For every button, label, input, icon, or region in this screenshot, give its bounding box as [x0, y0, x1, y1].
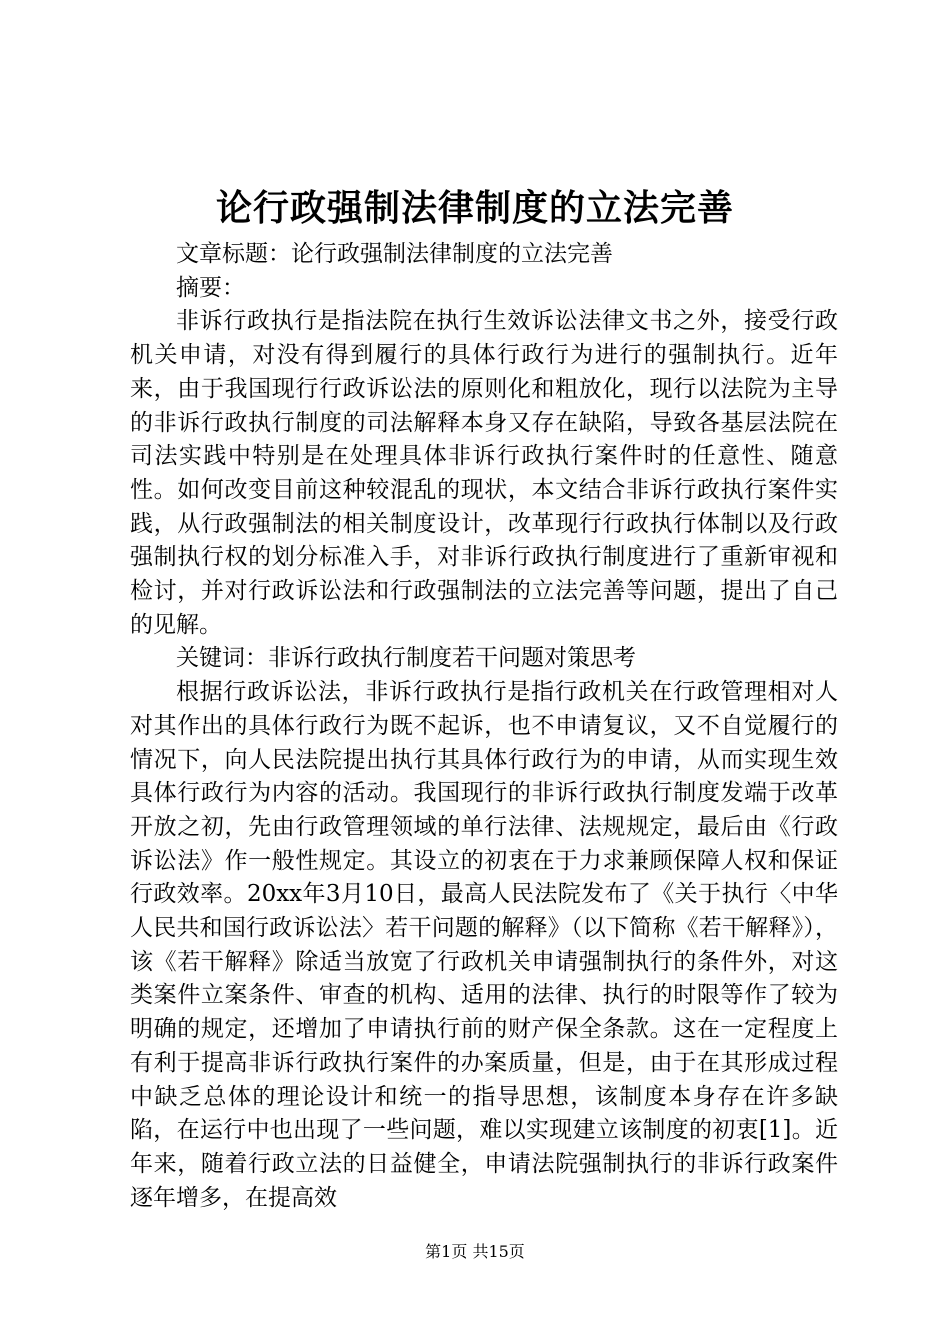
abstract-label: 摘要：	[176, 274, 245, 301]
article-title-line: 文章标题：论行政强制法律制度的立法完善	[176, 241, 613, 267]
page-footer: 第1页 共15页	[425, 1242, 525, 1261]
abstract-paragraph: 非诉行政执行是指法院在执行生效诉讼法律文书之外，接受行政机关申请，对没有得到履行的具体行政行为进行的强制执行。近年来，由于我国现行行政诉讼法的原则化和粗放化，现行以法院为主导的非诉行政执行制度的司法解释本身又存在缺陷，导致各基层法院在司法实践中特别是在处理具体非诉行政执行案件时的任意性、随意性。如何改变目前这种较混乱的现状，本文结合非诉行政执行案件实践，从行政强制法的相关制度设计，改革现行行政执行体制以及行政强制执行权的划分标准入手，对非诉行政执行制度进行了重新审视和检讨，并对行政诉讼法和行政强制法的立法完善等问题，提出了自己的见解。	[130, 308, 838, 638]
document-title: 论行政强制法律制度的立法完善	[215, 187, 734, 229]
body-paragraph: 根据行政诉讼法，非诉行政执行是指行政机关在行政管理相对人对其作出的具体行政行为既不起诉，也不申请复议，又不自觉履行的情况下，向人民法院提出执行其具体行政行为的申请，从而实现生效具体行政行为内容的活动。我国现行的非诉行政执行制度发端于改革开放之初，先由行政管理领域的单行法律、法规规定，最后由《行政诉讼法》作一般性规定。其设立的初衷在于力求兼顾保障人权和保证行政效率。20xx年3月10日，最高人民法院发布了《关于执行〈中华人民共和国行政诉讼法〉若干问题的解释》（以下简称《若干解释》），该《若干解释》除适当放宽了行政机关申请强制执行的条件外，对这类案件立案条件、审查的机构、适用的法律、执行的时限等作了较为明确的规定，还增加了申请执行前的财产保全条款。这在一定程度上有利于提高非诉行政执行案件的办案质量，但是，由于在其形成过程中缺乏总体的理论设计和统一的指导思想，该制度本身存在许多缺陷，在运行中也出现了一些问题，难以实现建立该制度的初衷[1]。近年来，随着行政立法的日益健全，申请法院强制执行的非诉行政案件逐年增多，在提高效	[130, 679, 838, 1211]
document-body	[130, 238, 838, 1215]
keywords-line: 关键词：非诉行政执行制度若干问题对策思考	[176, 645, 636, 672]
